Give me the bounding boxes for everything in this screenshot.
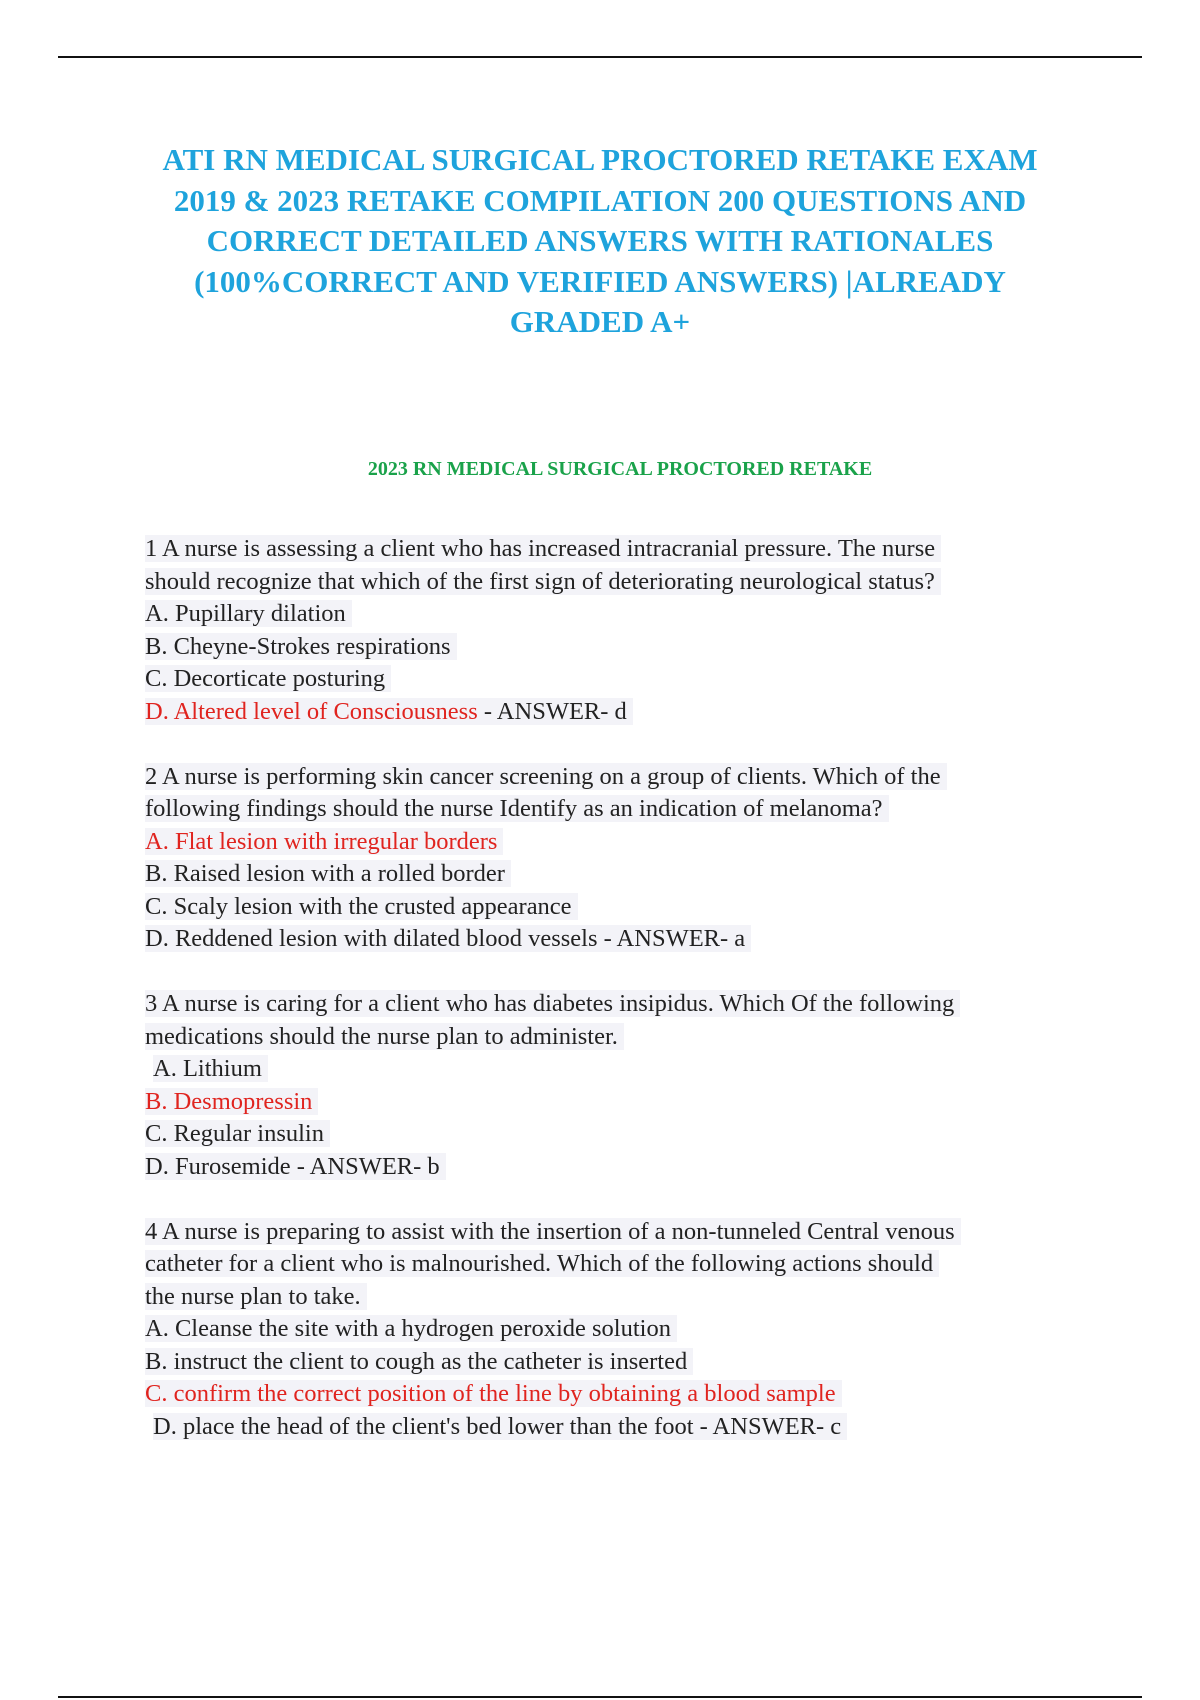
answer-option: A. Cleanse the site with a hydrogen peroxide solution: [145, 1315, 677, 1342]
question-1: [145, 533, 1105, 728]
answer-option: B. Cheyne-Strokes respirations: [145, 633, 457, 660]
question-stem: 3 A nurse is caring for a client who has diabetes insipidus. Which Of the following: [145, 990, 960, 1017]
title-line: (100%CORRECT AND VERIFIED ANSWERS) |ALREADY: [194, 263, 1006, 299]
answer-option: C. Regular insulin: [145, 1120, 330, 1147]
title-line: GRADED A+: [509, 304, 691, 339]
answer-option: D. Reddened lesion with dilated blood vessels - ANSWER- a: [145, 925, 751, 952]
question-list: [145, 533, 1105, 1476]
question-stem: medications should the nurse plan to administer.: [145, 1023, 624, 1050]
question-stem: should recognize that which of the first sign of deteriorating neurological status?: [145, 568, 941, 595]
correct-answer-option: D. Altered level of Consciousness: [145, 697, 478, 725]
question-2: [145, 761, 1105, 956]
answer-option: B. Raised lesion with a rolled border: [145, 860, 511, 887]
top-rule: [58, 56, 1142, 58]
question-4: [145, 1216, 1105, 1444]
section-heading: 2023 RN MEDICAL SURGICAL PROCTORED RETAKE: [367, 458, 873, 480]
question-stem: 1 A nurse is assessing a client who has increased intracranial pressure. The nurse: [145, 535, 941, 562]
document-title: [140, 140, 1060, 343]
answer-option: A. Pupillary dilation: [145, 600, 352, 627]
question-stem: catheter for a client who is malnourished. Which of the following actions should: [145, 1250, 939, 1277]
title-line: 2019 & 2023 RETAKE COMPILATION 200 QUESTIONS AND: [173, 182, 1027, 218]
title-line: ATI RN MEDICAL SURGICAL PROCTORED RETAKE EXAM: [162, 142, 1038, 177]
question-3: [145, 988, 1105, 1183]
answer-option: C. Scaly lesion with the crusted appearance: [145, 893, 578, 920]
correct-answer-option: C. confirm the correct position of the line by obtaining a blood sample: [145, 1380, 842, 1407]
answer-option: B. instruct the client to cough as the catheter is inserted: [145, 1348, 693, 1375]
answer-option: D. Furosemide - ANSWER- b: [145, 1153, 446, 1180]
question-stem: the nurse plan to take.: [145, 1283, 367, 1310]
answer-key: - ANSWER- d: [477, 697, 627, 725]
question-stem: 2 A nurse is performing skin cancer screening on a group of clients. Which of the: [145, 763, 947, 790]
bottom-rule: [58, 1696, 1142, 1698]
question-stem: following findings should the nurse Identify as an indication of melanoma?: [145, 795, 889, 822]
answer-option: C. Decorticate posturing: [145, 665, 391, 692]
answer-option: A. Lithium: [153, 1055, 268, 1082]
question-stem: 4 A nurse is preparing to assist with the insertion of a non-tunneled Central venous: [145, 1218, 961, 1245]
title-line: CORRECT DETAILED ANSWERS WITH RATIONALES: [206, 223, 994, 258]
correct-answer-option: A. Flat lesion with irregular borders: [145, 828, 503, 855]
correct-answer-option: B. Desmopressin: [145, 1088, 318, 1115]
answer-option: D. place the head of the client's bed lower than the foot - ANSWER- c: [153, 1413, 847, 1440]
